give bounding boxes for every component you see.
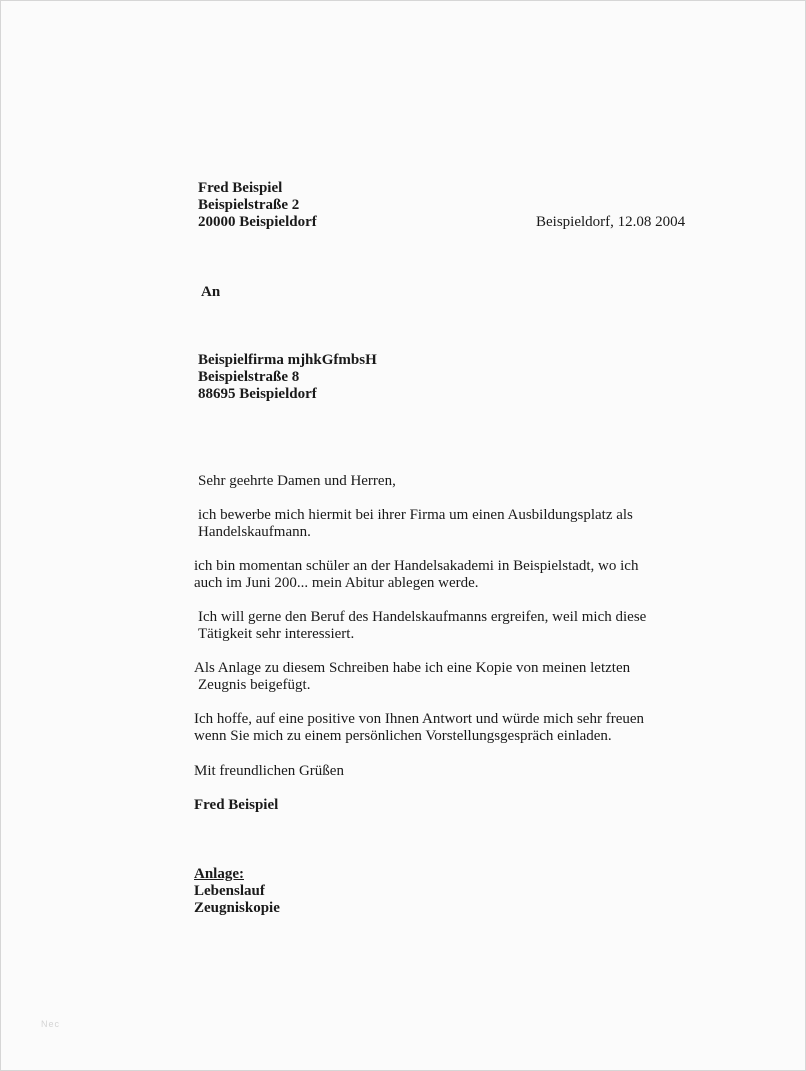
paragraph-4-line-1: Als Anlage zu diesem Schreiben habe ich eine Kopie von meinen letzten: [194, 660, 631, 676]
recipient-city: 88695 Beispieldorf: [198, 386, 317, 402]
signature-name: Fred Beispiel: [194, 797, 279, 813]
watermark-text: Nec: [41, 1019, 61, 1029]
recipient-company: Beispielfirma mjhkGfmbsH: [198, 352, 377, 368]
attachment-item: Zeugniskopie: [194, 900, 280, 916]
paragraph-1-line-2: Handelskaufmann.: [198, 524, 311, 540]
paragraph-3-line-1: Ich will gerne den Beruf des Handelskaufmanns ergreifen, weil mich diese: [198, 609, 647, 625]
paragraph-2-line-2: auch im Juni 200... mein Abitur ablegen werde.: [194, 575, 479, 591]
sender-street: Beispielstraße 2: [198, 197, 300, 213]
paragraph-3-line-2: Tätigkeit sehr interessiert.: [198, 626, 355, 642]
salutation: Sehr geehrte Damen und Herren,: [198, 473, 396, 489]
attachments-title: Anlage:: [194, 866, 244, 882]
paragraph-5-line-1: Ich hoffe, auf eine positive von Ihnen Antwort und würde mich sehr freuen: [194, 711, 645, 727]
place-date: Beispieldorf, 12.08 2004: [536, 214, 686, 230]
paragraph-5-line-2: wenn Sie mich zu einem persönlichen Vorstellungsgespräch einladen.: [194, 728, 612, 744]
attachment-item: Lebenslauf: [194, 883, 265, 899]
paragraph-2-line-1: ich bin momentan schüler an der Handelsakademi in Beispielstadt, wo ich: [194, 558, 639, 574]
closing: Mit freundlichen Grüßen: [194, 763, 344, 779]
paragraph-4-line-2: Zeugnis beigefügt.: [198, 677, 311, 693]
paragraph-1-line-1: ich bewerbe mich hiermit bei ihrer Firma um einen Ausbildungsplatz als: [198, 507, 633, 523]
sender-name: Fred Beispiel: [198, 180, 283, 196]
sender-city: 20000 Beispieldorf: [198, 214, 317, 230]
recipient-street: Beispielstraße 8: [198, 369, 300, 385]
to-label: An: [201, 284, 221, 300]
